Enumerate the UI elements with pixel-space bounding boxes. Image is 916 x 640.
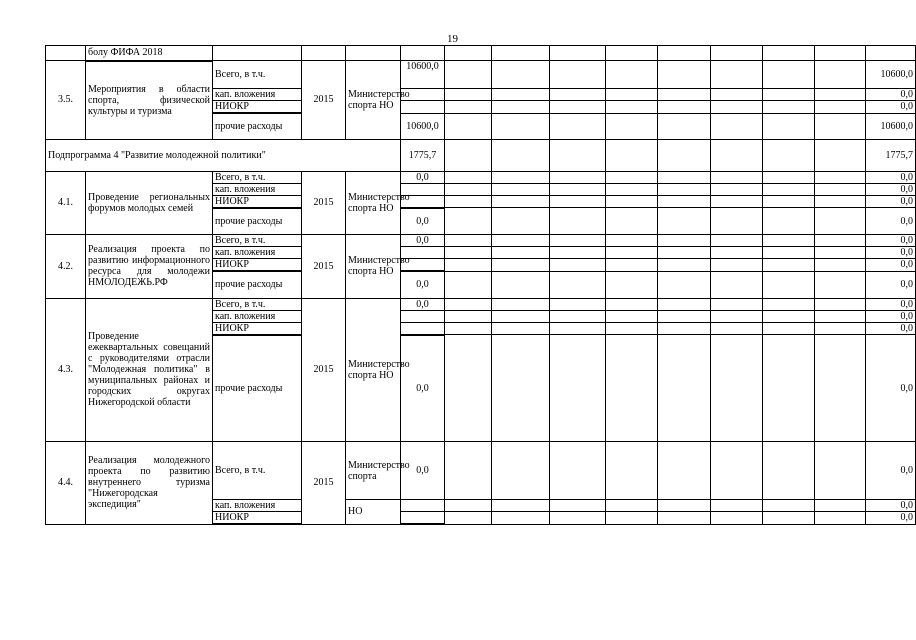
table-cell — [492, 247, 550, 259]
value-cell: 0,0 — [401, 442, 445, 500]
table-cell — [445, 271, 492, 298]
table-cell — [550, 512, 606, 525]
table-cell — [658, 208, 711, 235]
table-cell — [445, 512, 492, 525]
total-cell: 0,0 — [866, 310, 916, 322]
subprogram-label: Подпрограмма 4 "Развитие молодежной политики" — [46, 139, 401, 171]
table-cell — [658, 235, 711, 247]
table-cell — [658, 442, 711, 500]
table-cell — [658, 259, 711, 272]
table-cell — [815, 500, 866, 512]
table-cell — [815, 139, 866, 171]
table-cell — [815, 235, 866, 247]
table-row — [46, 46, 916, 61]
table-cell — [550, 335, 606, 442]
row-number: 4.2. — [46, 235, 86, 299]
table-cell — [550, 298, 606, 310]
table-cell — [711, 101, 763, 114]
table-cell — [606, 113, 658, 139]
table-cell — [658, 500, 711, 512]
table-cell — [763, 512, 815, 525]
program-table — [45, 45, 916, 525]
table-cell — [711, 235, 763, 247]
total-cell: 0,0 — [866, 259, 916, 272]
total-cell: 0,0 — [866, 247, 916, 259]
table-cell — [550, 183, 606, 195]
table-cell — [711, 139, 763, 171]
table-cell — [815, 298, 866, 310]
table-cell — [711, 442, 763, 500]
table-cell — [550, 61, 606, 89]
table-cell — [445, 61, 492, 89]
table-cell — [550, 171, 606, 183]
table-cell — [658, 89, 711, 101]
table-cell — [815, 208, 866, 235]
cost-type: НИОКР — [213, 512, 302, 525]
table-row — [46, 442, 916, 500]
total-cell: 1775,7 — [866, 139, 916, 171]
table-cell — [492, 61, 550, 89]
total-cell: 10600,0 — [866, 61, 916, 89]
table-cell — [763, 259, 815, 272]
table-cell — [815, 171, 866, 183]
table-cell — [492, 89, 550, 101]
cost-type: прочие расходы — [213, 208, 302, 235]
value-cell: 10600,0 — [401, 113, 445, 139]
event-name: Реализация молодежного проекта по развитию внутреннего туризма "Нижегородская экспедиция" — [86, 442, 213, 525]
table-cell — [606, 500, 658, 512]
table-cell — [763, 500, 815, 512]
subprogram-row — [46, 139, 916, 171]
table-cell — [711, 89, 763, 101]
table-cell — [658, 298, 711, 310]
table-cell — [711, 171, 763, 183]
table-cell — [763, 101, 815, 114]
table-cell — [606, 322, 658, 335]
table-cell — [763, 310, 815, 322]
table-cell — [492, 335, 550, 442]
table-cell — [606, 442, 658, 500]
event-name: Проведение ежеквартальных совещаний с руководителями отрасли "Молодежная политика" в муниципальных районах и городских округах Нижегородской области — [86, 298, 213, 442]
value-cell: 0,0 — [401, 171, 445, 183]
table-cell — [492, 195, 550, 208]
table-cell — [445, 89, 492, 101]
table-cell — [658, 183, 711, 195]
table-cell — [550, 139, 606, 171]
total-cell: 0,0 — [866, 512, 916, 525]
value-cell: 0,0 — [401, 235, 445, 247]
table-cell — [658, 195, 711, 208]
cost-type: НИОКР — [213, 259, 302, 272]
table-cell — [763, 171, 815, 183]
event-name: Реализация проекта по развитию информационного ресурса для молодежи НМОЛОДЕЖЬ.РФ — [86, 235, 213, 299]
table-cell — [711, 259, 763, 272]
table-cell — [550, 113, 606, 139]
table-cell — [815, 442, 866, 500]
table-cell — [550, 235, 606, 247]
total-cell: 0,0 — [866, 208, 916, 235]
row-text: болу ФИФА 2018 — [86, 46, 213, 61]
table-row — [46, 171, 916, 183]
table-cell — [445, 195, 492, 208]
table-cell — [711, 247, 763, 259]
organization: Министерство спорта — [346, 442, 401, 500]
table-cell — [658, 247, 711, 259]
table-cell — [815, 61, 866, 89]
table-row — [46, 61, 916, 89]
table-cell — [658, 310, 711, 322]
organization: Министерство спорта НО — [346, 298, 401, 442]
table-cell — [550, 208, 606, 235]
value-cell: 0,0 — [401, 271, 445, 298]
value-cell: 0,0 — [401, 335, 445, 442]
organization: Министерство спорта НО — [346, 171, 401, 235]
table-cell — [815, 335, 866, 442]
table-cell — [815, 322, 866, 335]
table-cell — [550, 101, 606, 114]
table-cell — [658, 335, 711, 442]
table-cell — [401, 310, 445, 322]
table-cell — [492, 101, 550, 114]
row-number: 3.5. — [46, 61, 86, 140]
table-cell — [658, 113, 711, 139]
table-cell — [815, 89, 866, 101]
table-cell — [763, 89, 815, 101]
total-cell: 0,0 — [866, 171, 916, 183]
table-cell — [658, 139, 711, 171]
table-cell — [658, 322, 711, 335]
cost-type: кап. вложения — [213, 500, 302, 512]
organization: Министерство спорта НО — [346, 235, 401, 299]
table-cell — [550, 500, 606, 512]
row-number: 4.3. — [46, 298, 86, 442]
table-cell — [606, 310, 658, 322]
table-cell — [606, 208, 658, 235]
table-cell — [401, 101, 445, 114]
table-cell — [445, 310, 492, 322]
table-cell — [550, 322, 606, 335]
organization: Министерство спорта НО — [346, 61, 401, 140]
cost-type: Всего, в т.ч. — [213, 171, 302, 183]
table-cell — [815, 512, 866, 525]
table-cell — [815, 183, 866, 195]
table-cell — [445, 139, 492, 171]
table-cell — [711, 335, 763, 442]
cost-type: НИОКР — [213, 101, 302, 114]
total-cell: 0,0 — [866, 298, 916, 310]
table-cell — [445, 208, 492, 235]
value-cell: 0,0 — [401, 208, 445, 235]
table-cell — [445, 171, 492, 183]
table-cell — [763, 271, 815, 298]
table-cell — [492, 139, 550, 171]
table-cell — [492, 113, 550, 139]
cost-type: Всего, в т.ч. — [213, 298, 302, 310]
table-cell — [492, 310, 550, 322]
table-cell — [492, 183, 550, 195]
table-cell — [445, 322, 492, 335]
table-cell — [763, 61, 815, 89]
table-cell — [711, 271, 763, 298]
total-cell: 0,0 — [866, 195, 916, 208]
event-name: Мероприятия в области спорта, физической культуры и туризма — [86, 61, 213, 140]
table-cell — [763, 235, 815, 247]
year: 2015 — [302, 171, 346, 235]
table-cell — [445, 183, 492, 195]
table-cell — [550, 195, 606, 208]
cost-type: прочие расходы — [213, 335, 302, 442]
cost-type: прочие расходы — [213, 271, 302, 298]
cost-type: кап. вложения — [213, 89, 302, 101]
table-cell — [492, 171, 550, 183]
cost-type: Всего, в т.ч. — [213, 235, 302, 247]
table-cell — [763, 442, 815, 500]
table-cell — [763, 195, 815, 208]
total-cell: 10600,0 — [866, 113, 916, 139]
year: 2015 — [302, 442, 346, 525]
table-cell — [401, 512, 445, 525]
table-cell — [711, 113, 763, 139]
table-cell — [658, 101, 711, 114]
total-cell: 0,0 — [866, 271, 916, 298]
cost-type: кап. вложения — [213, 183, 302, 195]
table-cell — [711, 61, 763, 89]
table-cell — [492, 500, 550, 512]
table-cell — [606, 235, 658, 247]
table-cell — [763, 335, 815, 442]
table-cell — [606, 512, 658, 525]
table-cell — [401, 322, 445, 335]
table-cell — [550, 271, 606, 298]
table-cell — [711, 512, 763, 525]
event-name: Проведение региональных форумов молодых семей — [86, 171, 213, 235]
year: 2015 — [302, 298, 346, 442]
value-cell: 1775,7 — [401, 139, 445, 171]
total-cell: 0,0 — [866, 442, 916, 500]
table-row — [46, 298, 916, 310]
total-cell: 0,0 — [866, 500, 916, 512]
table-cell — [763, 208, 815, 235]
table-cell — [606, 89, 658, 101]
page-number: 19 — [447, 33, 458, 45]
table-cell — [550, 89, 606, 101]
table-cell — [711, 322, 763, 335]
row-number: 4.4. — [46, 442, 86, 525]
table-cell — [445, 500, 492, 512]
total-cell: 0,0 — [866, 183, 916, 195]
table-cell — [711, 195, 763, 208]
total-cell: 0,0 — [866, 335, 916, 442]
cost-type: Всего, в т.ч. — [213, 442, 302, 500]
table-cell — [550, 442, 606, 500]
year: 2015 — [302, 235, 346, 299]
table-cell — [815, 113, 866, 139]
table-cell — [815, 195, 866, 208]
table-cell — [445, 335, 492, 442]
total-cell: 0,0 — [866, 322, 916, 335]
table-cell — [606, 195, 658, 208]
table-cell — [550, 259, 606, 272]
cost-type: Всего, в т.ч. — [213, 61, 302, 89]
table-cell — [445, 442, 492, 500]
table-cell — [606, 298, 658, 310]
table-cell — [606, 139, 658, 171]
table-cell — [763, 247, 815, 259]
table-cell — [658, 271, 711, 298]
table-cell — [658, 61, 711, 89]
table-cell — [815, 271, 866, 298]
table-cell — [492, 512, 550, 525]
table-cell — [550, 310, 606, 322]
table-cell — [550, 247, 606, 259]
table-cell — [492, 235, 550, 247]
table-cell — [401, 500, 445, 512]
table-cell — [763, 139, 815, 171]
table-cell — [445, 235, 492, 247]
table-cell — [606, 335, 658, 442]
table-cell — [606, 183, 658, 195]
year: 2015 — [302, 61, 346, 140]
table-cell — [445, 298, 492, 310]
table-cell — [763, 322, 815, 335]
table-cell — [606, 247, 658, 259]
table-cell — [492, 208, 550, 235]
table-cell — [711, 298, 763, 310]
value-cell: 10600,0 — [401, 61, 445, 89]
table-cell — [711, 183, 763, 195]
table-cell — [658, 171, 711, 183]
table-cell — [606, 271, 658, 298]
table-cell — [815, 310, 866, 322]
table-cell — [711, 500, 763, 512]
cost-type: НИОКР — [213, 195, 302, 208]
table-cell — [815, 101, 866, 114]
organization-suffix: НО — [346, 500, 401, 525]
value-cell: 0,0 — [401, 298, 445, 310]
table-cell — [492, 442, 550, 500]
table-cell — [492, 271, 550, 298]
table-cell — [492, 259, 550, 272]
table-cell — [815, 259, 866, 272]
table-cell — [445, 247, 492, 259]
cost-type: кап. вложения — [213, 247, 302, 259]
cost-type: кап. вложения — [213, 310, 302, 322]
table-cell — [711, 208, 763, 235]
total-cell: 0,0 — [866, 89, 916, 101]
total-cell: 0,0 — [866, 235, 916, 247]
table-cell — [445, 113, 492, 139]
table-cell — [815, 247, 866, 259]
table-cell — [492, 322, 550, 335]
table-cell — [606, 259, 658, 272]
table-row — [46, 235, 916, 247]
cost-type: прочие расходы — [213, 113, 302, 139]
table-cell — [763, 183, 815, 195]
table-cell — [606, 101, 658, 114]
table-cell — [711, 310, 763, 322]
table-cell — [606, 61, 658, 89]
table-cell — [658, 512, 711, 525]
table-cell — [445, 101, 492, 114]
total-cell: 0,0 — [866, 101, 916, 114]
cost-type: НИОКР — [213, 322, 302, 335]
table-cell — [492, 298, 550, 310]
table-cell — [763, 298, 815, 310]
table-cell — [606, 171, 658, 183]
row-number: 4.1. — [46, 171, 86, 235]
table-cell — [445, 259, 492, 272]
table-cell — [763, 113, 815, 139]
